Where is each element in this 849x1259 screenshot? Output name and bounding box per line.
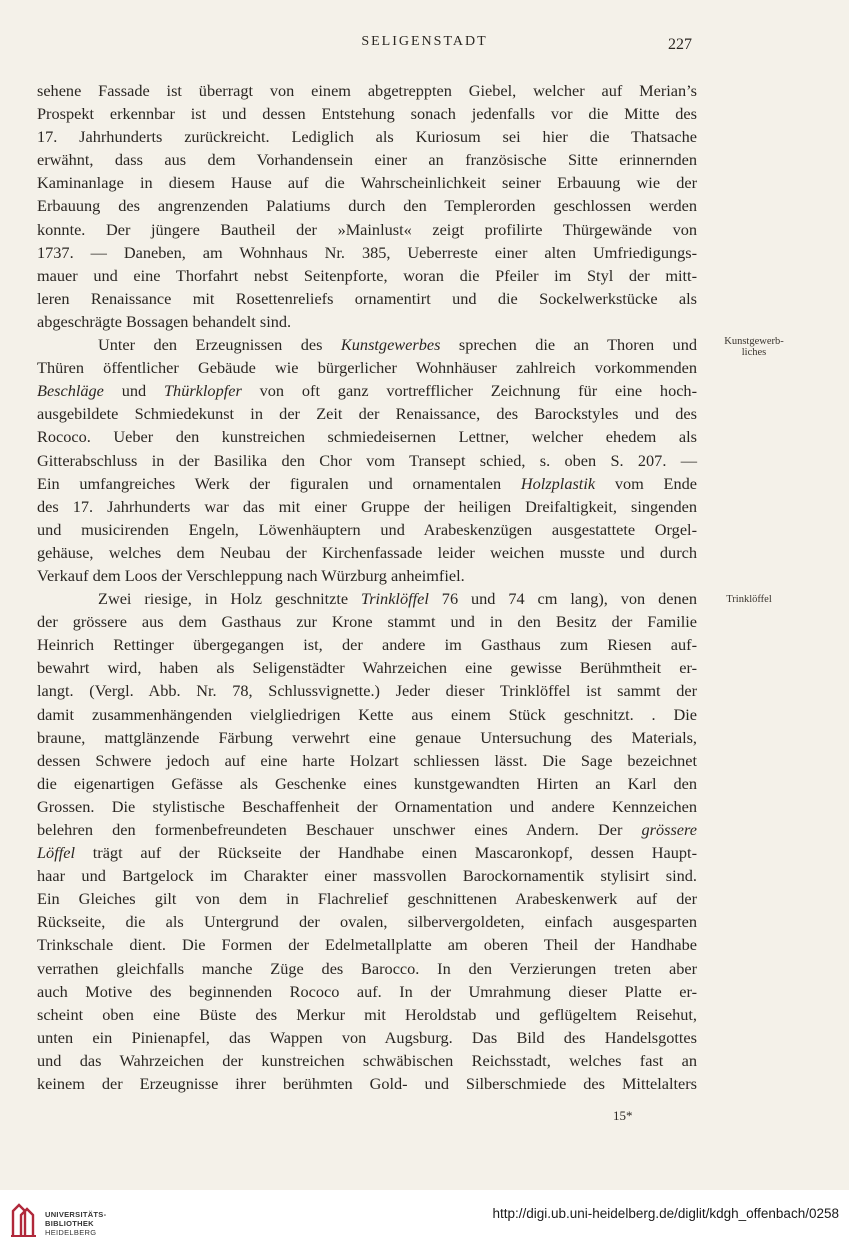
footer-bar <box>0 1190 849 1259</box>
body-text <box>37 79 697 1118</box>
text-line: gehäuse, welches dem Neubau der Kirchenfassade leider weichen musste und durch <box>37 542 697 562</box>
library-name-line: UNIVERSITÄTS- <box>45 1210 107 1219</box>
library-name <box>45 1210 106 1237</box>
text-line: Rückseite, die als Untergrund der ovalen, silbervergoldeten, einfach ausgesparten <box>37 912 697 932</box>
text-line <box>37 841 697 864</box>
text-line <box>37 379 697 402</box>
signature-mark: 15* <box>613 1108 633 1123</box>
library-logo-icon <box>9 1201 39 1239</box>
text-line: Erbauung des angrenzenden Palatiums durch den Templerorden geschlossen werden <box>37 196 697 216</box>
page-number: 227 <box>668 36 692 53</box>
text-line: braune, mattglänzende Färbung verwehrt eine genaue Untersuchung des Materials, <box>37 727 697 747</box>
text-line: leren Renaissance mit Rosettenreliefs ornamentirt und die Sockelwerkstücke als <box>37 288 697 308</box>
text-line: sehene Fassade ist überragt von einem abgetreppten Giebel, welcher auf Merian’s <box>37 81 697 100</box>
emphasis-thuerklopfer: Thürklopfer <box>164 381 242 401</box>
emphasis-holzplastik: Holzplastik <box>520 473 596 493</box>
text-line: Ein Gleiches gilt von dem in Flachrelief geschnittenen Arabeskenwerk auf der <box>37 889 697 909</box>
text-line: Verkauf dem Loos der Verschleppung nach Würzburg anheimfiel. <box>37 565 465 585</box>
text-line: die eigenartigen Gefässe als Geschenke eines kunstgewandten Hirten an Karl den <box>37 773 697 793</box>
text-line: Rococo. Ueber den kunstreichen schmiedeisernen Lettner, welcher ehedem als <box>37 427 697 447</box>
text-line: Gitterabschluss in der Basilika den Chor vom Transept schied, s. oben S. 207. — <box>37 450 697 470</box>
text-line: langt. (Vergl. Abb. Nr. 78, Schlussvignette.) Jeder dieser Trinklöffel ist sammt der <box>37 681 697 701</box>
margin-note-line: Kunstgewerb- <box>724 336 784 347</box>
text-line: Heinrich Rettinger übergegangen ist, der andere im Gasthaus zum Riesen auf- <box>37 635 697 655</box>
text-line: ausgebildete Schmiedekunst in der Zeit der Renaissance, des Barockstyles und des <box>37 404 697 424</box>
text-line: erwähnt, dass aus dem Vorhandensein einer an französische Sitte erinnernden <box>37 150 697 170</box>
text-run: Unter den Erzeugnissen des <box>98 335 341 355</box>
emphasis-groessere: grössere <box>641 820 697 839</box>
text-line: und musicirenden Engeln, Löwenhäuptern und Arabeskenzügen ausgestattete Orgel- <box>37 519 697 539</box>
margin-note-kunstgewerbliches <box>718 336 790 358</box>
text-line: haar und Bartgelock im Charakter einer massvollen Barockornamentik stylisirt sind. <box>37 866 697 886</box>
emphasis-kunstgewerbes: Kunstgewerbes <box>340 335 441 355</box>
emphasis-trinkloeffel: Trinklöffel <box>361 589 429 609</box>
library-name-line: BIBLIOTHEK <box>45 1219 94 1228</box>
text-line <box>37 1095 697 1118</box>
text-line: konnte. Der jüngere Bautheil der »Mainlust« zeigt profilirte Thürgewände von <box>37 219 697 239</box>
text-line: unten ein Pinienapfel, das Wappen von Augsburg. Das Bild des Handelsgottes <box>37 1027 697 1047</box>
text-run: trägt auf der Rückseite der Handhabe einen Mascaronkopf, dessen Haupt- <box>75 843 697 863</box>
text-run: vom Ende <box>595 473 697 493</box>
text-line <box>37 333 697 356</box>
emphasis-loeffel: Löffel <box>37 843 75 863</box>
text-line: Prospekt erkennbar ist und dessen Entstehung sonach jedenfalls vor die Mitte des <box>37 104 697 124</box>
source-url-link[interactable]: http://digi.ub.uni-heidelberg.de/diglit/kdgh_offenbach/0258 <box>492 1206 839 1221</box>
text-line: Kaminanlage in diesem Hause auf die Wahrscheinlichkeit seiner Erbauung wie der <box>37 173 697 193</box>
text-run: Ein umfangreiches Werk der figuralen und ornamentalen <box>37 473 521 493</box>
text-line: der grössere aus dem Gasthaus zur Krone stammt und in den Besitz der Familie <box>37 612 697 632</box>
text-run: Zwei riesige, in Holz geschnitzte <box>98 589 362 609</box>
text-line: auch Motive des beginnenden Rococo auf. In der Umrahmung dieser Platte er- <box>37 981 697 1001</box>
text-line: bewahrt wird, haben als Seligenstädter Wahrzeichen eine gewisse Berühmtheit er- <box>37 658 697 678</box>
text-line: dessen Schwere jedoch auf eine harte Holzart schliessen lässt. Die Sage bezeichnet <box>37 750 697 770</box>
text-line: verrathen gleichfalls manche Züge des Barocco. In den Verzierungen treten aber <box>37 958 697 978</box>
text-run: und <box>103 381 164 401</box>
running-head: SELIGENSTADT <box>361 34 488 49</box>
library-name-line: HEIDELBERG <box>45 1228 97 1237</box>
text-run: sprechen die an Thoren und <box>440 335 697 355</box>
text-line: 17. Jahrhunderts zurückreicht. Lediglich als Kuriosum sei hier die Thatsache <box>37 127 697 147</box>
text-run: von oft ganz vortrefflicher Zeichnung für eine hoch- <box>241 381 697 401</box>
text-line: und das Wahrzeichen der kunstreichen schwäbischen Reichsstadt, welches fast an <box>37 1050 697 1070</box>
text-line <box>37 472 697 495</box>
text-line: mauer und eine Thorfahrt nebst Seitenpforte, woran die Pfeiler im Styl der mitt- <box>37 265 697 285</box>
margin-note-trinkloeffel: Trinklöffel <box>726 594 772 605</box>
text-line: abgeschrägte Bossagen behandelt sind. <box>37 311 292 331</box>
text-run: belehren den formenbefreundeten Beschauer unschwer eines Andern. Der <box>37 820 642 839</box>
text-run: 76 und 74 cm lang), von denen <box>428 589 697 609</box>
text-line <box>37 587 697 610</box>
margin-note-line: liches <box>741 347 767 358</box>
emphasis-beschlaege: Beschläge <box>37 381 104 401</box>
text-line: Grossen. Die stylistische Beschaffenheit der Ornamentation und andere Kennzeichen <box>37 796 697 816</box>
text-line: Trinkschale dient. Die Formen der Edelmetallplatte am oberen Theil der Handhabe <box>37 935 697 955</box>
text-line: damit zusammenhängenden vielgliedrigen Kette aus einem Stück geschnitzt. . Die <box>37 704 697 724</box>
text-line: keinem der Erzeugnisse ihrer berühmten Gold- und Silberschmiede des Mittelalters <box>37 1074 697 1094</box>
text-line: des 17. Jahrhunderts war das mit einer Gruppe der heiligen Dreifaltigkeit, singenden <box>37 496 697 516</box>
text-line: scheint oben eine Büste des Merkur mit Heroldstab und geflügeltem Reisehut, <box>37 1004 697 1024</box>
text-line: Thüren öffentlicher Gebäude wie bürgerlicher Wohnhäuser zahlreich vorkommenden <box>37 358 697 378</box>
text-line: 1737. — Daneben, am Wohnhaus Nr. 385, Ueberreste einer alten Umfriedigungs- <box>37 242 697 262</box>
text-line <box>37 818 697 841</box>
